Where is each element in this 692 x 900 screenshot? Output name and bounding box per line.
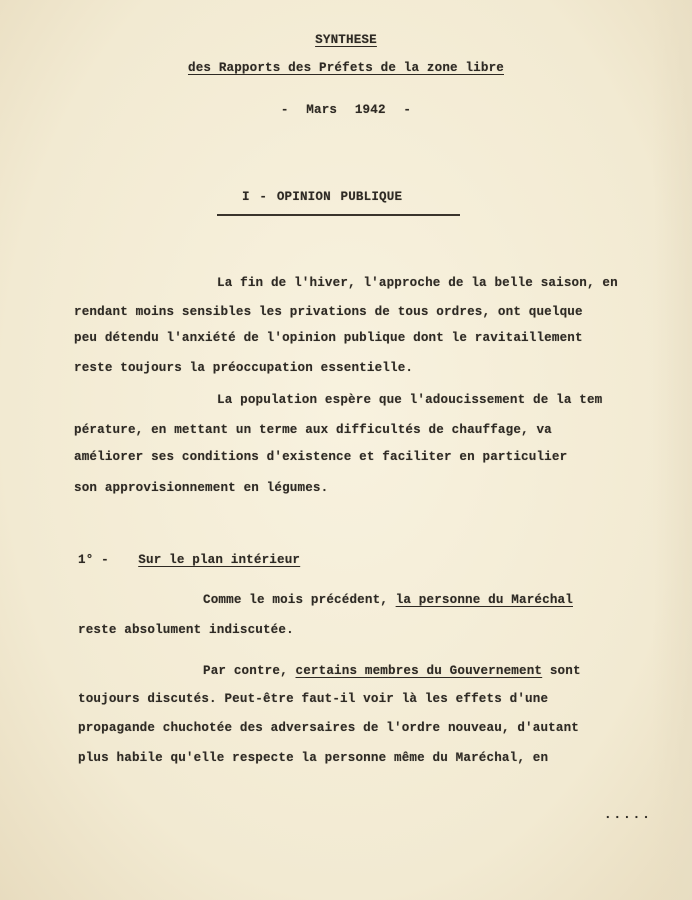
subsection-number: 1° - <box>78 553 109 567</box>
paragraph-2-line-4: son approvisionnement en légumes. <box>74 481 329 495</box>
subsection-title: Sur le plan intérieur <box>138 553 301 567</box>
continuation-marker: ..... <box>604 808 652 822</box>
paragraph-3-line-1 <box>203 593 573 607</box>
paragraph-4-tail: sont <box>542 664 581 678</box>
section-heading-rule <box>217 214 460 216</box>
paragraph-4-line-4: plus habile qu'elle respecte la personne même du Maréchal, en <box>78 751 549 765</box>
paragraph-3-underlined: la personne du Maréchal <box>395 593 573 607</box>
paragraph-4-underlined: certains membres du Gouvernement <box>295 664 543 678</box>
paragraph-4-line-1 <box>203 664 581 678</box>
document-subtitle: des Rapports des Préfets de la zone libre <box>187 61 504 75</box>
paragraph-2-line-1: La population espère que l'adoucissement de la tem <box>217 393 603 407</box>
subsection-heading <box>78 553 300 567</box>
paragraph-3-line-2: reste absolument indiscutée. <box>78 623 294 637</box>
paragraph-4-line-2: toujours discutés. Peut-être faut-il voir là les effets d'une <box>78 692 549 706</box>
paragraph-4-lead: Par contre, <box>203 664 296 678</box>
paper-edge-shading <box>652 0 692 900</box>
document-date: - Mars 1942 - <box>280 103 412 117</box>
paragraph-2-line-2: pérature, en mettant un terme aux difficultés de chauffage, va <box>74 423 552 437</box>
paragraph-1-line-1: La fin de l'hiver, l'approche de la belle saison, en <box>217 276 618 290</box>
section-heading: I - OPINION PUBLIQUE <box>242 190 403 204</box>
paragraph-1-line-4: reste toujours la préoccupation essentielle. <box>74 361 414 375</box>
paragraph-3-lead: Comme le mois précédent, <box>203 593 396 607</box>
paragraph-4-line-3: propagande chuchotée des adversaires de l'ordre nouveau, d'autant <box>78 721 579 735</box>
paragraph-1-line-2: rendant moins sensibles les privations de tous ordres, ont quelque <box>74 305 583 319</box>
paragraph-1-line-3: peu détendu l'anxiété de l'opinion publique dont le ravitaillement <box>74 331 583 345</box>
document-title: SYNTHESE <box>315 33 377 47</box>
paragraph-2-line-3: améliorer ses conditions d'existence et faciliter en particulier <box>74 450 568 464</box>
